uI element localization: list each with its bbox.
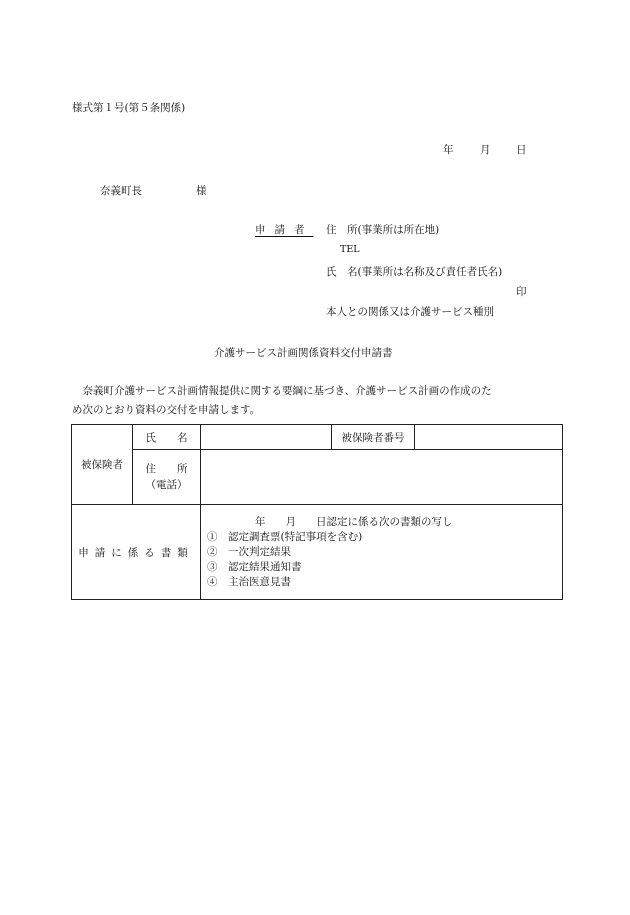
document-item-4: ④ 主治医意見書 [207, 575, 291, 588]
seal-mark: 印 [516, 286, 527, 298]
phone-label: （電話） [145, 479, 188, 491]
documents-list [201, 507, 562, 598]
application-table [71, 424, 563, 600]
request-documents-label: 申請に係る書類 [78, 546, 194, 559]
document-item-3: ③ 認定結果通知書 [207, 560, 302, 573]
document-item-1: ① 認定調査票(特記事項を含む) [207, 530, 363, 543]
name-label: 氏 名 [145, 431, 188, 444]
applicant-label: 申請者 [255, 224, 314, 236]
insured-number-label-cell [332, 425, 415, 450]
address-label: 住 所 [145, 463, 188, 475]
applicant-address-label: 住 所(事業所は所在地) [326, 224, 440, 236]
name-label-cell [133, 425, 201, 450]
addressee-honorific: 様 [196, 185, 207, 197]
applicant-name-label: 氏 名(事業所は名称及び責任者氏名) [326, 266, 503, 278]
certification-date-line [207, 515, 562, 530]
name-value-field[interactable] [201, 425, 332, 450]
cert-month-label: 月 [285, 515, 296, 528]
address-value-field[interactable] [201, 450, 563, 505]
document-item-2: ② 一次判定結果 [207, 545, 291, 558]
applicant-tel-label: TEL [340, 244, 360, 255]
body-line-1: 奈義町介護サービス計画情報提供に関する要綱に基づき、介護サービス計画の作成のた [82, 385, 492, 397]
body-paragraph [72, 382, 562, 420]
request-documents-cell [201, 505, 563, 600]
document-title: 介護サービス計画関係資料交付申請書 [214, 347, 393, 359]
insured-number-field[interactable] [415, 425, 563, 450]
insured-label: 被保険者 [81, 459, 123, 471]
cert-date-text: 日認定に係る次の書類の写し [316, 515, 453, 528]
date-month-label: 月 [480, 144, 491, 156]
request-label-cell [72, 505, 201, 600]
applicant-relation-label: 本人との関係又は介護サービス種別 [326, 306, 494, 318]
body-line-2: め次のとおり資料の交付を申請します。 [72, 404, 261, 416]
cert-year-label: 年 [255, 515, 266, 528]
insured-label-cell [72, 425, 133, 505]
form-number: 様式第１号(第５条関係) [72, 102, 186, 114]
insured-number-label: 被保険者番号 [341, 431, 405, 444]
date-day-label: 日 [516, 144, 527, 156]
addressee-name: 奈義町長 [100, 185, 142, 197]
address-label-cell [133, 450, 201, 505]
date-year-label: 年 [443, 144, 454, 156]
